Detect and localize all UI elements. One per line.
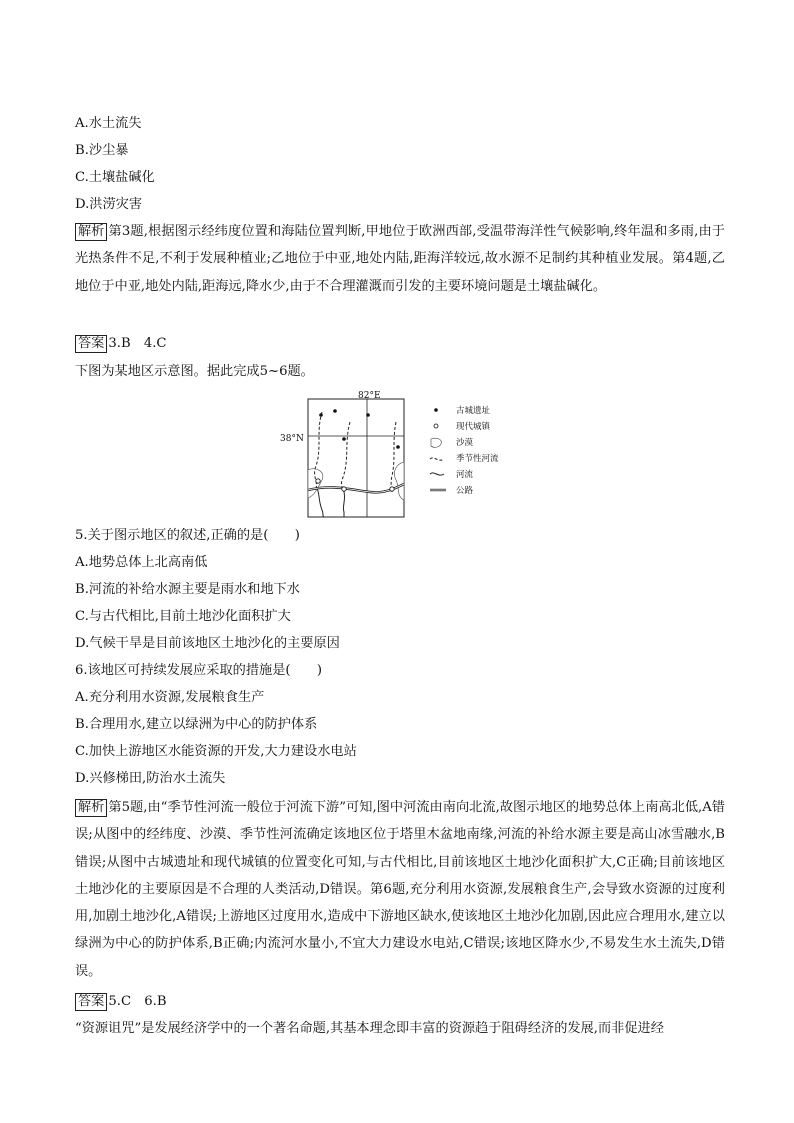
question-6: 6.该地区可持续发展应采取的措施是( ) <box>75 663 323 678</box>
longitude-label: 82°E <box>358 391 381 401</box>
legend-modern-town-icon <box>434 424 438 428</box>
q6-option-c: C.加快上游地区水能资源的开发,大力建设水电站 <box>75 744 357 759</box>
legend-seasonal-river-icon <box>430 458 444 460</box>
modern-town <box>342 487 346 491</box>
modern-town <box>316 479 320 483</box>
legend-desert-icon <box>431 438 441 447</box>
analysis-tag: 解析 <box>75 799 107 817</box>
question-5: 5.关于图示地区的叙述,正确的是( ) <box>75 528 300 543</box>
ancient-city <box>396 445 400 449</box>
q6-option-b: B.合理用水,建立以绿洲为中心的防护体系 <box>75 717 318 732</box>
modern-town <box>390 487 394 491</box>
river <box>316 486 324 517</box>
answer-text: 3.B 4.C <box>108 336 167 351</box>
legend-highway: 公路 <box>456 486 474 496</box>
ancient-city <box>319 413 323 417</box>
ancient-city <box>333 409 337 413</box>
q5-option-d: D.气候干旱是目前该地区土地沙化的主要原因 <box>75 636 340 651</box>
answer-tag: 答案 <box>75 993 107 1011</box>
option-c: C.土壤盐碱化 <box>75 170 155 185</box>
legend-river-icon <box>430 473 444 475</box>
closing-text: “资源诅咒”是发展经济学中的一个著名命题,其基本理念即丰富的资源趋于阻碍经济的发展,而非促进经 <box>75 1021 664 1036</box>
q5-option-c: C.与古代相比,目前土地沙化面积扩大 <box>75 609 291 624</box>
region-map <box>278 388 518 520</box>
answer-text: 5.C 6.B <box>108 994 167 1009</box>
ancient-city <box>366 413 370 417</box>
legend-seasonal-river: 季节性河流 <box>456 454 499 464</box>
q6-option-d: D.兴修梯田,防治水土流失 <box>75 771 226 786</box>
map-frame <box>308 399 404 517</box>
legend-modern-town: 现代城镇 <box>456 422 491 432</box>
q6-option-a: A.充分利用水资源,发展粮食生产 <box>75 690 265 705</box>
answer-tag: 答案 <box>75 335 107 353</box>
answer-5-6 <box>75 992 167 1012</box>
seasonal-river <box>391 422 396 492</box>
river <box>343 492 344 517</box>
q5-option-b: B.河流的补给水源主要是雨水和地下水 <box>75 582 300 597</box>
option-a: A.水土流失 <box>75 116 142 131</box>
analysis-text: 第3题,根据图示经纬度位置和海陆位置判断,甲地位于欧洲西部,受温带海洋性气候影响,终年温和多雨,由于光热条件不足,不利于发展种植业;乙地位于中亚,地处内陆,距海洋较远,故水源不足制约其种植业发展。第4题,乙地位于中亚,地处内陆,距海远,降水少,由于不合理灌溉而引发的主要环境问题是土壤盐碱化。 <box>75 224 725 294</box>
option-d: D.洪涝灾害 <box>75 197 143 212</box>
desert-area <box>308 469 323 498</box>
seasonal-river <box>341 422 350 492</box>
option-b: B.沙尘暴 <box>75 143 129 158</box>
q5-option-a: A.地势总体上北高南低 <box>75 555 208 570</box>
desert-area <box>394 462 404 500</box>
analysis-5-6 <box>75 794 725 985</box>
analysis-text: 第5题,由“季节性河流一般位于河流下游”可知,图中河流由南向北流,故图示地区的地势总体上南高北低,A错误;从图中的经纬度、沙漠、季节性河流确定该地区位于塔里木盆地南缘,河流的补给水源主要是高山冰雪融水,B错误;从图中古城遗址和现代城镇的位置变化可知,与古代相比,目前该地区土地沙化面积扩大,C正确;目前该地区土地沙化的主要原因是不合理的人类活动,D错误。第6题,充分利用水资源,发展粮食生产,会导致水资源的过度利用,加剧土地沙化,A错误;上游地区过度用水,造成中下游地区缺水,使该地区土地沙化加剧,因此应合理用水,建立以绿洲为中心的防护体系,B正确;内流河水量小,不宜大力建设水电站,C错误;该地区降水少,不易发生水土流失,D错误。 <box>75 800 725 979</box>
legend-ancient-city: 古城遗址 <box>456 406 491 416</box>
legend-ancient-city-icon <box>434 408 438 412</box>
intro-5-6: 下图为某地区示意图。据此完成5~6题。 <box>75 364 314 379</box>
analysis-tag: 解析 <box>75 223 107 241</box>
analysis-3-4 <box>75 218 725 300</box>
latitude-label: 38°N <box>280 434 304 444</box>
ancient-city <box>342 437 346 441</box>
answer-3-4 <box>75 334 167 354</box>
legend-desert: 沙漠 <box>456 438 474 448</box>
legend-river: 河流 <box>456 470 474 480</box>
